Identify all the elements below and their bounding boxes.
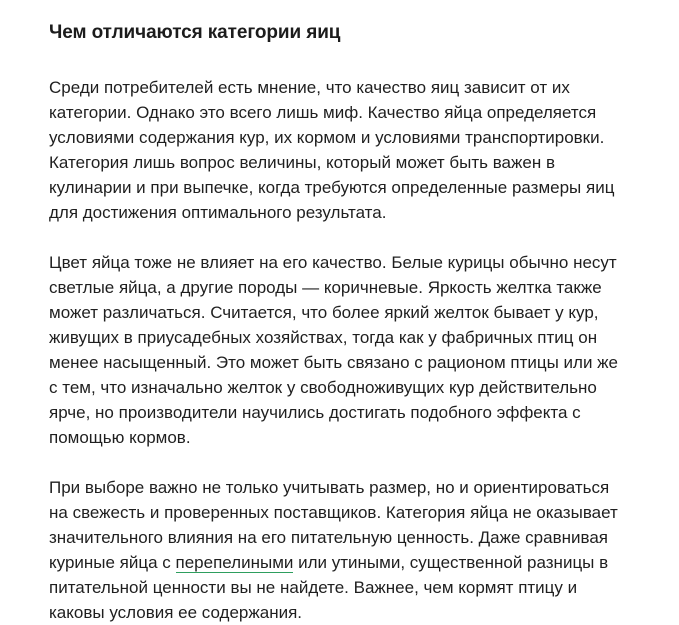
paragraph-line: менее насыщенный. Это может быть связано с рационом птицы или же [49, 353, 619, 372]
article-heading: Чем отличаются категории яиц [49, 22, 341, 43]
paragraph-line: живущих в приусадебных хозяйствах, тогда как у фабричных птиц он [49, 328, 598, 347]
paragraph-line: для достижения оптимального результата. [49, 203, 387, 222]
paragraph-line: значительного влияния на его питательную ценность. Даже сравнивая [49, 528, 608, 547]
paragraph-line: ярче, но производители научились достигать подобного эффекта с [49, 403, 581, 422]
paragraph-line: Среди потребителей есть мнение, что качество яиц зависит от их [49, 78, 570, 97]
paragraph-line-with-link [49, 550, 659, 575]
paragraph-line: питательной ценности вы не найдете. Важнее, чем кормят птицу и [49, 578, 578, 597]
text-before-link: куриные яйца с [49, 553, 176, 572]
paragraph-line: на свежесть и проверенных поставщиков. Категория яйца не оказывает [49, 503, 618, 522]
text-after-link: или утиными, существенной разницы в [293, 553, 609, 572]
paragraph-line: кулинарии и при выпечке, когда требуются определенные размеры яиц [49, 178, 615, 197]
quail-eggs-link[interactable]: перепелиными [175, 553, 294, 572]
paragraph-line: может различаться. Считается, что более яркий желток бывает у кур, [49, 303, 599, 322]
paragraph-line: светлые яйца, а другие породы — коричневые. Яркость желтка также [49, 278, 602, 297]
paragraph-line: условиями содержания кур, их кормом и условиями транспортировки. [49, 128, 605, 147]
paragraph-1 [49, 75, 659, 225]
paragraph-line: Категория лишь вопрос величины, который может быть важен в [49, 153, 555, 172]
paragraph-line: Цвет яйца тоже не влияет на его качество. Белые курицы обычно несут [49, 253, 617, 272]
paragraph-3 [49, 475, 659, 625]
paragraph-line: с тем, что изначально желток у свободноживущих кур действительно [49, 378, 597, 397]
paragraph-line: каковы условия ее содержания. [49, 603, 303, 622]
paragraph-line: категории. Однако это всего лишь миф. Качество яйца определяется [49, 103, 597, 122]
paragraph-line: помощью кормов. [49, 428, 191, 447]
paragraph-2 [49, 250, 659, 450]
paragraph-line: При выборе важно не только учитывать размер, но и ориентироваться [49, 478, 610, 497]
